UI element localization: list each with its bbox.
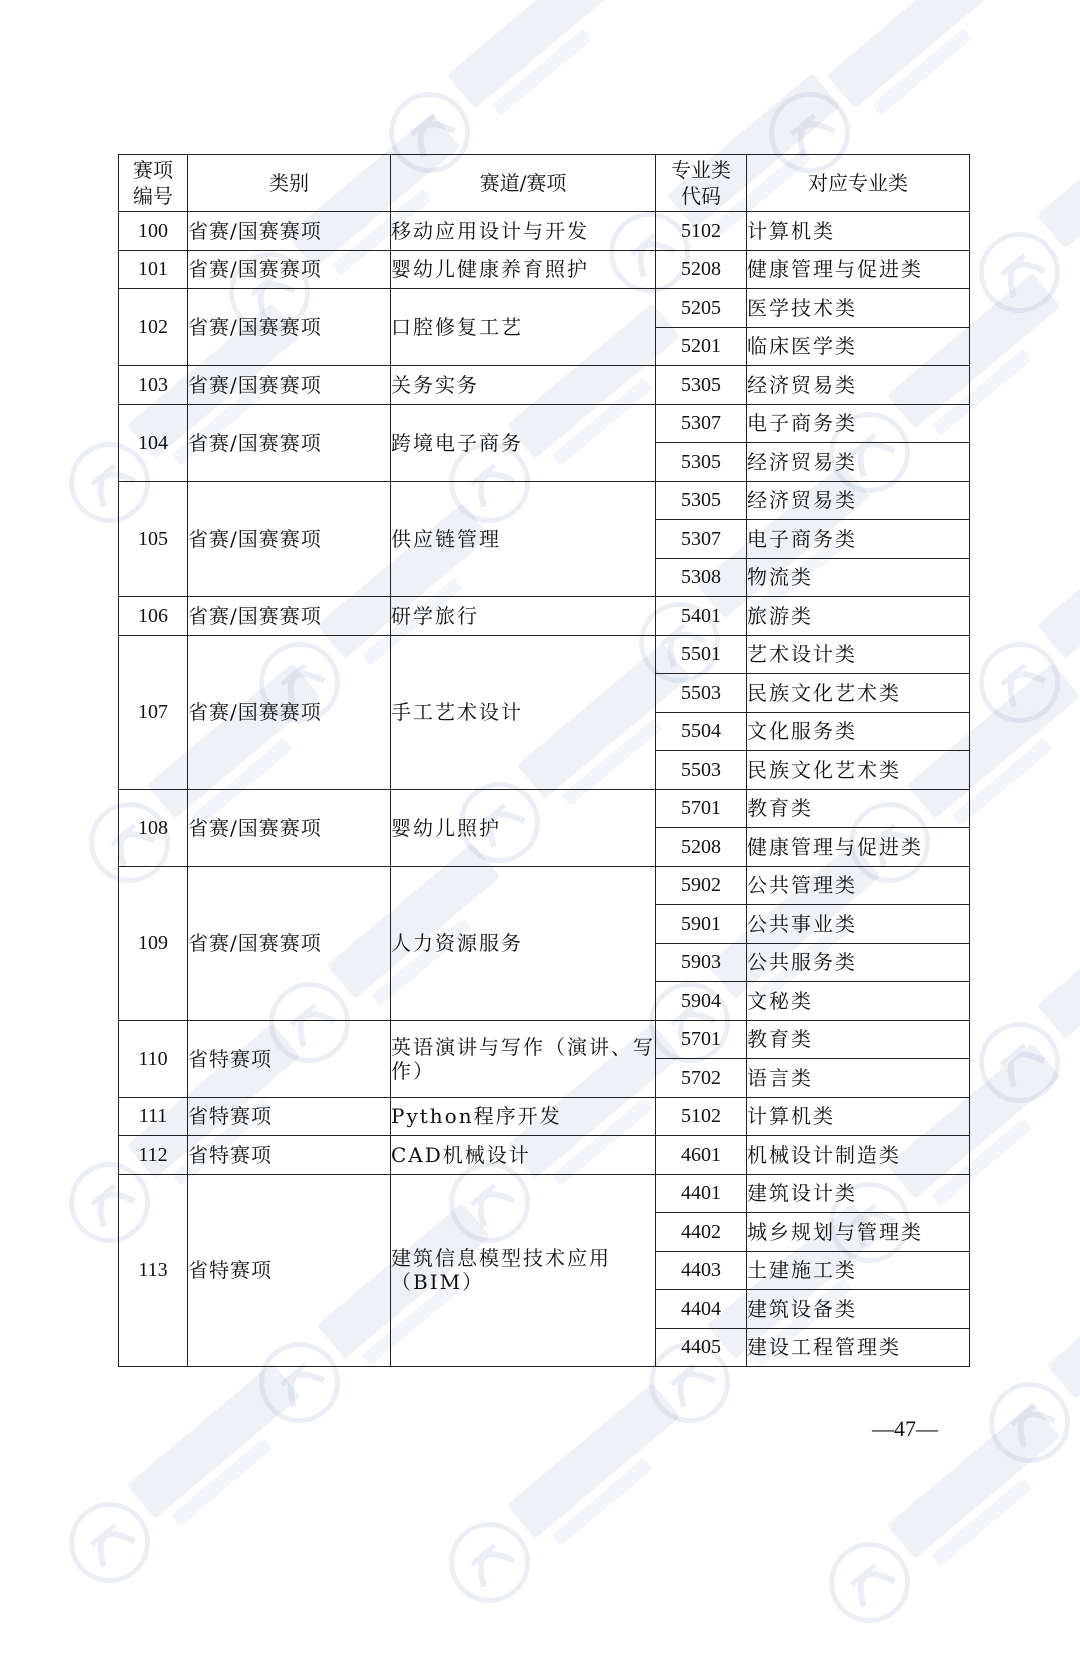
track-cell: 婴幼儿照护 <box>391 789 656 866</box>
major-name-cell: 语言类 <box>747 1059 970 1098</box>
table-row <box>119 366 970 405</box>
category-cell: 省赛/国赛赛项 <box>188 635 391 789</box>
major-code-cell: 4404 <box>656 1290 747 1329</box>
item-number-cell: 109 <box>119 866 188 1020</box>
item-number-cell: 106 <box>119 597 188 636</box>
major-code-cell: 5503 <box>656 674 747 713</box>
table-row <box>119 1020 970 1059</box>
header-category: 类别 <box>188 155 391 212</box>
major-code-cell: 5208 <box>656 250 747 289</box>
item-number-cell: 103 <box>119 366 188 405</box>
major-name-cell: 教育类 <box>747 1020 970 1059</box>
major-code-cell: 5401 <box>656 597 747 636</box>
table-row <box>119 789 970 828</box>
table-row <box>119 635 970 674</box>
major-code-cell: 5102 <box>656 1097 747 1136</box>
major-name-cell: 电子商务类 <box>747 520 970 559</box>
major-code-cell: 5305 <box>656 443 747 482</box>
table-body <box>119 212 970 1367</box>
major-name-cell: 医学技术类 <box>747 289 970 328</box>
major-name-cell: 计算机类 <box>747 1097 970 1136</box>
track-cell: CAD机械设计 <box>391 1136 656 1175</box>
major-code-cell: 4403 <box>656 1251 747 1290</box>
major-name-cell: 文秘类 <box>747 982 970 1021</box>
table-row <box>119 250 970 289</box>
track-cell: 研学旅行 <box>391 597 656 636</box>
watermark-logo-icon <box>960 1216 1080 1493</box>
category-cell: 省赛/国赛赛项 <box>188 289 391 366</box>
item-number-cell: 108 <box>119 789 188 866</box>
item-number-cell: 110 <box>119 1020 188 1097</box>
major-name-cell: 文化服务类 <box>747 712 970 751</box>
category-cell: 省赛/国赛赛项 <box>188 481 391 597</box>
category-cell: 省赛/国赛赛项 <box>188 404 391 481</box>
table-row <box>119 404 970 443</box>
item-number-cell: 113 <box>119 1174 188 1367</box>
major-name-cell: 健康管理与促进类 <box>747 828 970 867</box>
track-cell: 英语演讲与写作（演讲、写作） <box>391 1020 656 1097</box>
item-number-cell: 105 <box>119 481 188 597</box>
major-name-cell: 计算机类 <box>747 212 970 251</box>
major-name-cell: 建筑设备类 <box>747 1290 970 1329</box>
category-cell: 省赛/国赛赛项 <box>188 212 391 251</box>
table-header-row <box>119 155 970 212</box>
track-cell: 婴幼儿健康养育照护 <box>391 250 656 289</box>
major-code-cell: 5701 <box>656 789 747 828</box>
item-number-cell: 107 <box>119 635 188 789</box>
item-number-cell: 104 <box>119 404 188 481</box>
category-cell: 省赛/国赛赛项 <box>188 866 391 1020</box>
track-cell: 人力资源服务 <box>391 866 656 1020</box>
watermark-logo <box>960 1216 1080 1493</box>
header-major: 对应专业类 <box>747 155 970 212</box>
major-name-cell: 经济贸易类 <box>747 443 970 482</box>
watermark-logo <box>420 1356 721 1633</box>
track-cell: 建筑信息模型技术应用（BIM） <box>391 1174 656 1367</box>
category-cell: 省特赛项 <box>188 1136 391 1175</box>
major-code-cell: 5901 <box>656 905 747 944</box>
table-row <box>119 212 970 251</box>
major-code-cell: 4405 <box>656 1328 747 1367</box>
track-cell: 移动应用设计与开发 <box>391 212 656 251</box>
major-name-cell: 民族文化艺术类 <box>747 674 970 713</box>
major-name-cell: 经济贸易类 <box>747 481 970 520</box>
major-name-cell: 民族文化艺术类 <box>747 751 970 790</box>
table-row <box>119 289 970 328</box>
major-code-cell: 4402 <box>656 1213 747 1252</box>
major-code-cell: 5208 <box>656 828 747 867</box>
category-cell: 省特赛项 <box>188 1174 391 1367</box>
major-code-cell: 5701 <box>656 1020 747 1059</box>
table-row <box>119 1097 970 1136</box>
major-code-cell: 5501 <box>656 635 747 674</box>
table-row <box>119 481 970 520</box>
table-row <box>119 866 970 905</box>
header-track: 赛道/赛项 <box>391 155 656 212</box>
item-number-cell: 100 <box>119 212 188 251</box>
item-number-cell: 101 <box>119 250 188 289</box>
major-name-cell: 建设工程管理类 <box>747 1328 970 1367</box>
category-cell: 省特赛项 <box>188 1097 391 1136</box>
page-number: —47— <box>872 1416 938 1441</box>
watermark-logo <box>800 1376 1080 1653</box>
track-cell: 关务实务 <box>391 366 656 405</box>
watermark-logo <box>40 1336 341 1613</box>
major-code-cell: 5307 <box>656 520 747 559</box>
category-cell: 省特赛项 <box>188 1020 391 1097</box>
item-number-cell: 111 <box>119 1097 188 1136</box>
competition-major-table <box>118 154 970 1367</box>
major-code-cell: 5201 <box>656 327 747 366</box>
major-code-cell: 4601 <box>656 1136 747 1175</box>
watermark-logo-icon <box>800 1376 1080 1653</box>
track-cell: Python程序开发 <box>391 1097 656 1136</box>
track-cell: 供应链管理 <box>391 481 656 597</box>
major-code-cell: 5503 <box>656 751 747 790</box>
major-code-cell: 5305 <box>656 481 747 520</box>
track-cell: 口腔修复工艺 <box>391 289 656 366</box>
header-code: 专业类 代码 <box>656 155 747 212</box>
major-code-cell: 4401 <box>656 1174 747 1213</box>
major-code-cell: 5307 <box>656 404 747 443</box>
track-cell: 手工艺术设计 <box>391 635 656 789</box>
major-name-cell: 临床医学类 <box>747 327 970 366</box>
major-name-cell: 艺术设计类 <box>747 635 970 674</box>
category-cell: 省赛/国赛赛项 <box>188 366 391 405</box>
header-no: 赛项 编号 <box>119 155 188 212</box>
major-code-cell: 5904 <box>656 982 747 1021</box>
major-code-cell: 5102 <box>656 212 747 251</box>
watermark-logo-icon <box>420 1356 721 1633</box>
major-name-cell: 土建施工类 <box>747 1251 970 1290</box>
major-name-cell: 教育类 <box>747 789 970 828</box>
item-number-cell: 112 <box>119 1136 188 1175</box>
major-code-cell: 5308 <box>656 558 747 597</box>
item-number-cell: 102 <box>119 289 188 366</box>
major-name-cell: 物流类 <box>747 558 970 597</box>
track-cell: 跨境电子商务 <box>391 404 656 481</box>
major-code-cell: 5305 <box>656 366 747 405</box>
major-code-cell: 5702 <box>656 1059 747 1098</box>
category-cell: 省赛/国赛赛项 <box>188 789 391 866</box>
major-name-cell: 旅游类 <box>747 597 970 636</box>
table-row <box>119 1136 970 1175</box>
major-name-cell: 公共服务类 <box>747 943 970 982</box>
table-row <box>119 597 970 636</box>
category-cell: 省赛/国赛赛项 <box>188 250 391 289</box>
major-code-cell: 5205 <box>656 289 747 328</box>
major-name-cell: 机械设计制造类 <box>747 1136 970 1175</box>
major-name-cell: 经济贸易类 <box>747 366 970 405</box>
category-cell: 省赛/国赛赛项 <box>188 597 391 636</box>
major-name-cell: 公共事业类 <box>747 905 970 944</box>
major-code-cell: 5903 <box>656 943 747 982</box>
major-code-cell: 5504 <box>656 712 747 751</box>
major-name-cell: 公共管理类 <box>747 866 970 905</box>
major-code-cell: 5902 <box>656 866 747 905</box>
major-name-cell: 电子商务类 <box>747 404 970 443</box>
major-name-cell: 健康管理与促进类 <box>747 250 970 289</box>
watermark-logo-icon <box>40 1336 341 1613</box>
table-row <box>119 1174 970 1213</box>
major-name-cell: 建筑设计类 <box>747 1174 970 1213</box>
major-name-cell: 城乡规划与管理类 <box>747 1213 970 1252</box>
